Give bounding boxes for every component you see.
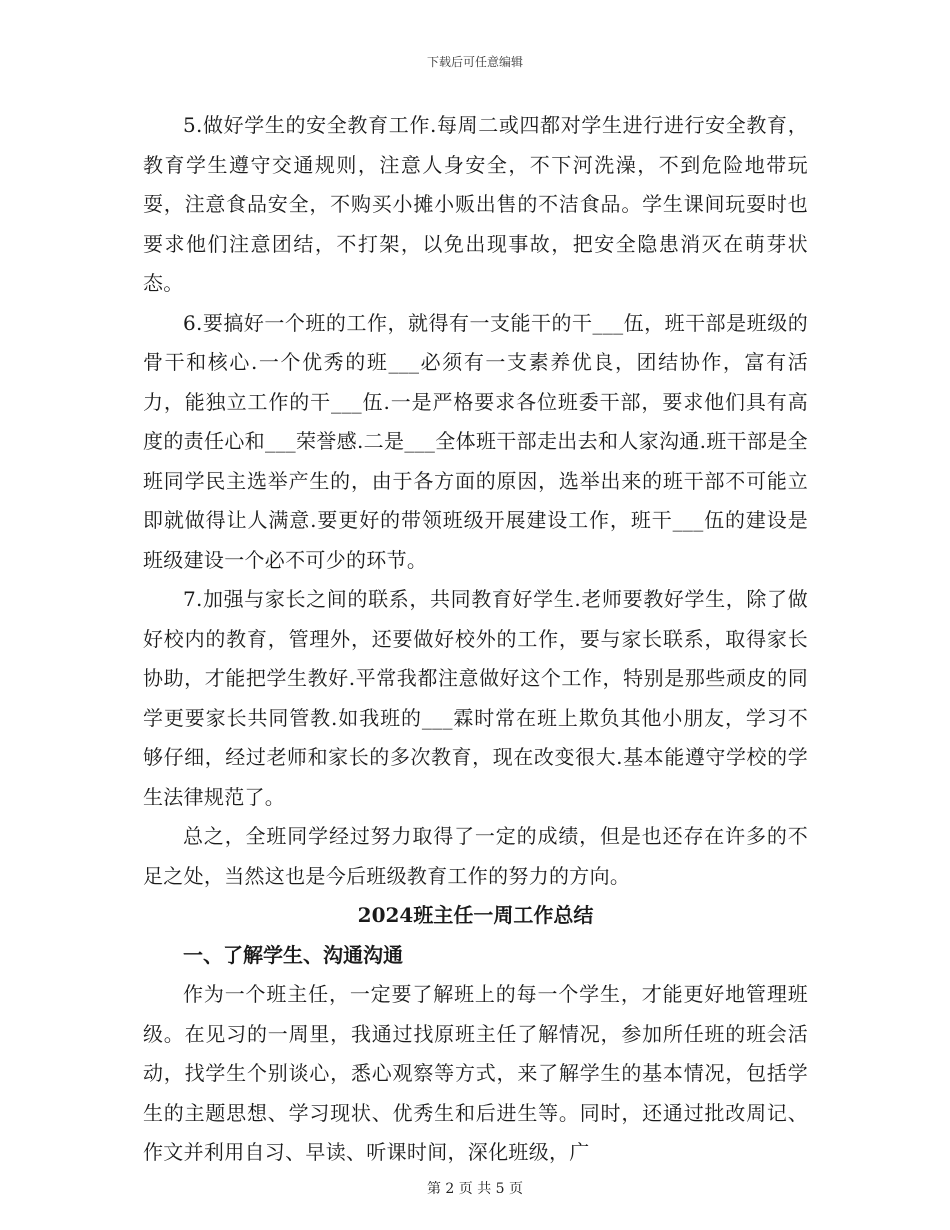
document-body [143,106,808,1173]
paragraph-summary: 总之，全班同学经过努力取得了一定的成绩，但是也还存在许多的不足之处，当然这也是今后班级教育工作的努力的方向。 [143,824,808,888]
paragraph-safety-education: 5.做好学生的安全教育工作.每周二或四都对学生进行进行安全教育，教育学生遵守交通规则，注意人身安全，不下河洗澡，不到危险地带玩耍，注意食品安全，不购买小摊小贩出售的不洁食品。学生课间玩耍时也要求他们注意团结，不打架，以免出现事故，把安全隐患消灭在萌芽状态。 [143,113,808,295]
paragraph-parent-contact: 7.加强与家长之间的联系，共同教育好学生.老师要教好学生，除了做好校内的教育，管理外，还要做好校外的工作，要与家长联系，取得家长协助，才能把学生教好.平常我都注意做好这个工作，特别是那些顽皮的同学更要家长共同管教.如我班的___霖时常在班上欺负其他小朋友，学习不够仔细，经过老师和家长的多次教育，现在改变很大.基本能遵守学校的学生法律规范了。 [143,587,808,809]
paragraph-class-cadre: 6.要搞好一个班的工作，就得有一支能干的干___伍，班干部是班级的骨干和核心.一个优秀的班___必须有一支素养优良，团结协作，富有活力，能独立工作的干___伍.一是严格要求各位班委干部，要求他们具有高度的责任心和___荣誉感.二是___全体班干部走出去和人家沟通.班干部是全班同学民主选举产生的，由于各方面的原因，选举出来的班干部不可能立即就做得让人满意.要更好的带领班级开展建设工作，班干___伍的建设是班级建设一个必不可少的环节。 [143,310,808,572]
section-heading: 一、了解学生、沟通沟通 [183,942,403,967]
page-header-note: 下载后可任意编辑 [426,55,523,69]
document-title: 2024班主任一周工作总结 [357,903,594,927]
paragraph-understand-students: 作为一个班主任，一定要了解班上的每一个学生，才能更好地管理班级。在见习的一周里，我通过找原班主任了解情况，参加所任班的班会活动，找学生个别谈心，悉心观察等方式，来了解学生的基本情况，包括学生的主题思想、学习现状、优秀生和后进生等。同时，还通过批改周记、作文并利用自习、早读、听课时间，深化班级，广 [143,982,808,1164]
page-number: 第 2 页 共 5 页 [426,1181,524,1197]
